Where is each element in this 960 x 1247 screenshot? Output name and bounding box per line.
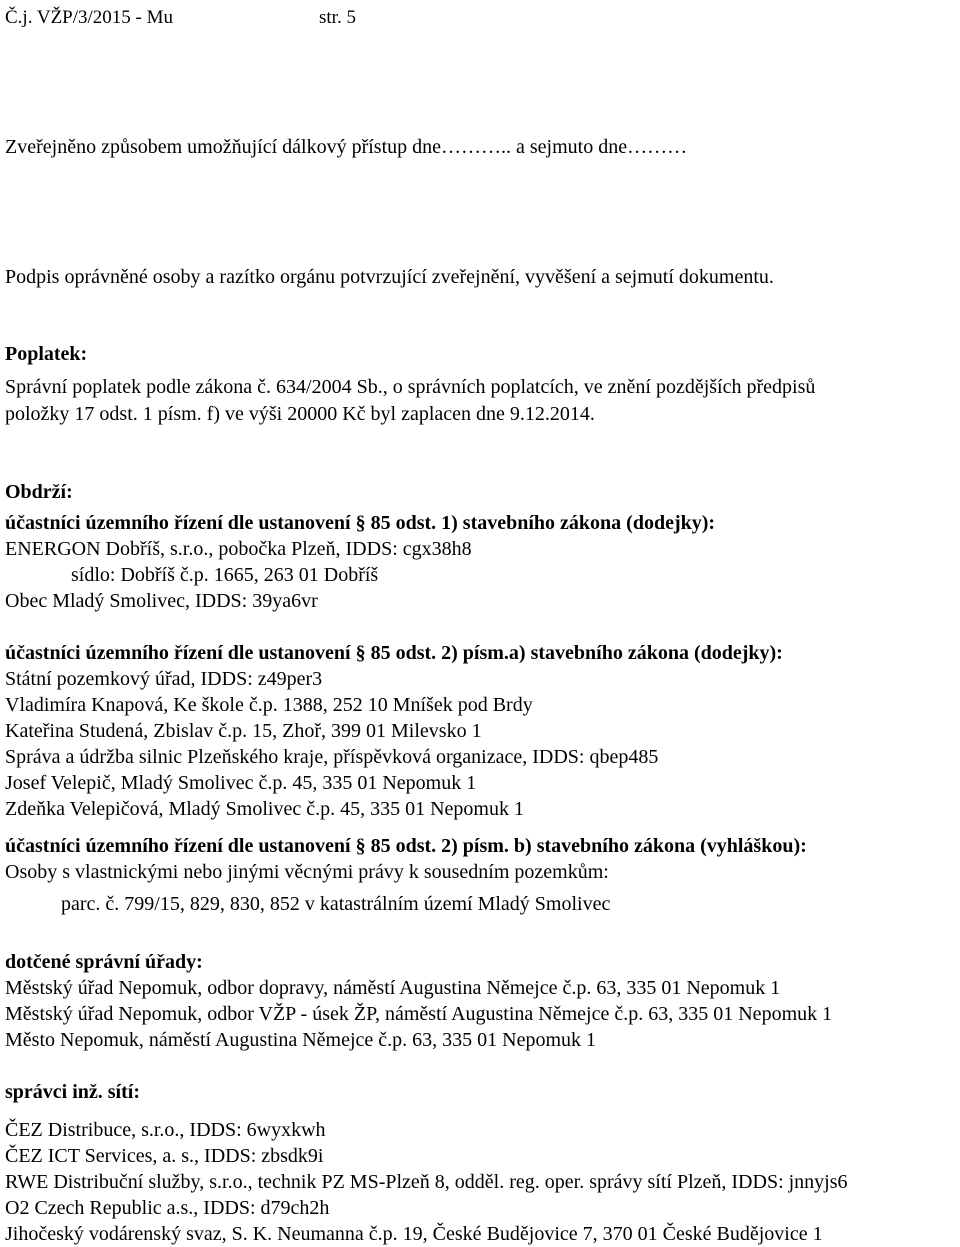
group1-heading: účastníci územního řízení dle ustanovení § 85 odst. 1) stavebního zákona (dodejky): — [5, 512, 716, 534]
list-item: Vladimíra Knapová, Ke škole č.p. 1388, 252 10 Mníšek pod Brdy — [5, 694, 533, 716]
list-item: Osoby s vlastnickými nebo jinými věcnými právy k sousedním pozemkům: — [5, 861, 609, 883]
list-item: Obec Mladý Smolivec, IDDS: 39ya6vr — [5, 590, 318, 612]
authorities-title: dotčené správní úřady: — [5, 951, 203, 973]
fee-line-1: Správní poplatek podle zákona č. 634/2004 Sb., o správních poplatcích, ve znění pozdějších předpisů — [5, 376, 816, 398]
list-item: ČEZ Distribuce, s.r.o., IDDS: 6wyxkwh — [5, 1119, 326, 1141]
list-item: Kateřina Studená, Zbislav č.p. 15, Zhoř, 399 01 Milevsko 1 — [5, 720, 482, 742]
list-item: Město Nepomuk, náměstí Augustina Němejce č.p. 63, 335 01 Nepomuk 1 — [5, 1029, 597, 1051]
list-item: Josef Velepič, Mladý Smolivec č.p. 45, 335 01 Nepomuk 1 — [5, 772, 477, 794]
document-reference: Č.j. VŽP/3/2015 - Mu — [5, 7, 174, 28]
list-item: Správa a údržba silnic Plzeňského kraje, příspěvková organizace, IDDS: qbep485 — [5, 746, 659, 768]
list-item: Státní pozemkový úřad, IDDS: z49per3 — [5, 668, 323, 690]
page-number: str. 5 — [319, 7, 356, 28]
list-item: sídlo: Dobříš č.p. 1665, 263 01 Dobříš — [71, 564, 379, 586]
list-item: ČEZ ICT Services, a. s., IDDS: zbsdk9i — [5, 1145, 324, 1167]
list-item: O2 Czech Republic a.s., IDDS: d79ch2h — [5, 1197, 330, 1219]
publication-note: Zveřejněno způsobem umožňující dálkový přístup dne……….. a sejmuto dne……… — [5, 136, 688, 158]
list-item: Jihočeský vodárenský svaz, S. K. Neumanna č.p. 19, České Budějovice 7, 370 01 České Budějovice 1 — [5, 1223, 823, 1245]
list-item: Městský úřad Nepomuk, odbor dopravy, náměstí Augustina Němejce č.p. 63, 335 01 Nepomuk 1 — [5, 977, 781, 999]
fee-title: Poplatek: — [5, 343, 88, 365]
group3-heading: účastníci územního řízení dle ustanovení § 85 odst. 2) písm. b) stavebního zákona (vyhláškou): — [5, 835, 807, 857]
list-item: ENERGON Dobříš, s.r.o., pobočka Plzeň, IDDS: cgx38h8 — [5, 538, 472, 560]
list-item: Zdeňka Velepičová, Mladý Smolivec č.p. 45, 335 01 Nepomuk 1 — [5, 798, 524, 820]
recipients-title: Obdrží: — [5, 481, 73, 503]
list-item: RWE Distribuční služby, s.r.o., technik PZ MS-Plzeň 8, odděl. reg. oper. správy sítí Plzeň, IDDS: jnnyjs6 — [5, 1171, 848, 1193]
group2-heading: účastníci územního řízení dle ustanovení § 85 odst. 2) písm.a) stavebního zákona (dodejky): — [5, 642, 783, 664]
list-item: Městský úřad Nepomuk, odbor VŽP - úsek ŽP, náměstí Augustina Němejce č.p. 63, 335 01 Nepomuk 1 — [5, 1003, 833, 1025]
fee-line-2: položky 17 odst. 1 písm. f) ve výši 20000 Kč byl zaplacen dne 9.12.2014. — [5, 403, 595, 425]
list-item: parc. č. 799/15, 829, 830, 852 v katastrálním území Mladý Smolivec — [61, 893, 611, 915]
networks-title: správci inž. sítí: — [5, 1081, 140, 1103]
signature-note: Podpis oprávněné osoby a razítko orgánu potvrzující zveřejnění, vyvěšení a sejmutí dokumentu. — [5, 266, 774, 288]
